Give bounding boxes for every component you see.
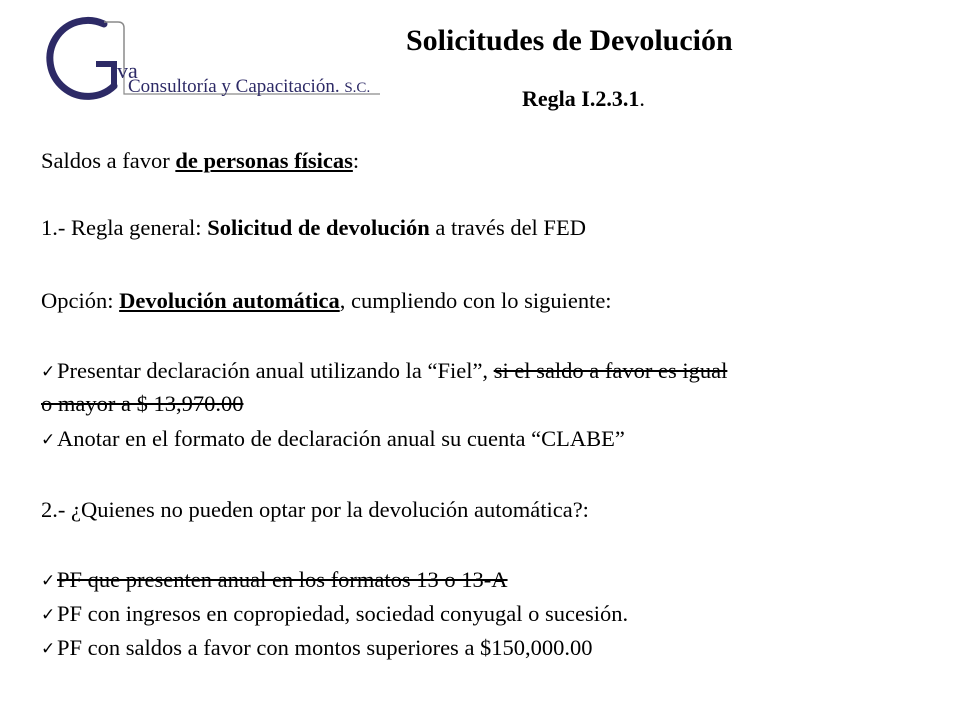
check-icon: ✓	[41, 605, 56, 625]
section-persons-prefix: Saldos a favor	[41, 148, 176, 173]
option-prefix: Opción:	[41, 288, 120, 313]
exclusion-text: PF que presenten anual en los formatos 13 o 13-A	[57, 567, 508, 592]
requirement-item	[41, 425, 625, 454]
check-icon: ✓	[41, 362, 56, 382]
logo-company-name-main: Consultoría y Capacitación	[128, 76, 335, 97]
rule-general-prefix: 1.- Regla general:	[41, 215, 208, 240]
check-icon: ✓	[41, 430, 56, 450]
requirement-struck-continuation: o mayor a $ 13,970.00	[41, 391, 244, 416]
check-icon: ✓	[41, 571, 56, 591]
requirement-text: Presentar declaración anual utilizando la “Fiel”,	[57, 358, 494, 383]
rule-number: Regla I.2.3.1	[522, 86, 640, 111]
requirement-struck-text: si el saldo a favor es igual	[493, 358, 728, 383]
rule-general-emphasis: Solicitud de devolución	[207, 215, 430, 240]
option-suffix: , cumpliendo con lo siguiente:	[339, 288, 612, 313]
exclusion-text: PF con ingresos en copropiedad, sociedad conyugal o sucesión.	[57, 601, 629, 626]
rule-dot: .	[639, 86, 645, 111]
rule-general-line	[41, 214, 586, 242]
section-persons-emphasis: de personas físicas	[175, 148, 353, 173]
option-line	[41, 287, 612, 315]
rule-general-suffix: a través del FED	[429, 215, 586, 240]
section-persons-suffix: :	[352, 148, 360, 173]
exclusions-heading: 2.- ¿Quienes no pueden optar por la devolución automática?:	[41, 497, 589, 522]
exclusion-text: PF con saldos a favor con montos superiores a $150,000.00	[57, 635, 593, 660]
requirement-text: Anotar en el formato de declaración anual su cuenta “CLABE”	[57, 426, 625, 451]
check-icon: ✓	[41, 639, 56, 659]
logo-company-suffix: S.C.	[344, 80, 371, 96]
rule-subtitle	[522, 86, 645, 112]
section-persons-line	[41, 147, 359, 175]
page-title: Solicitudes de Devolución	[406, 24, 733, 57]
requirement-item	[41, 357, 727, 386]
exclusion-item	[41, 566, 508, 595]
exclusion-item	[41, 600, 628, 629]
logo-company-name: Consultoría y Capacitación. S.C.	[128, 76, 371, 97]
exclusion-item	[41, 634, 593, 663]
company-logo	[40, 14, 385, 106]
option-emphasis: Devolución automática	[119, 288, 340, 313]
requirement-continuation	[41, 390, 243, 418]
logo-mark-text: va	[117, 58, 138, 83]
